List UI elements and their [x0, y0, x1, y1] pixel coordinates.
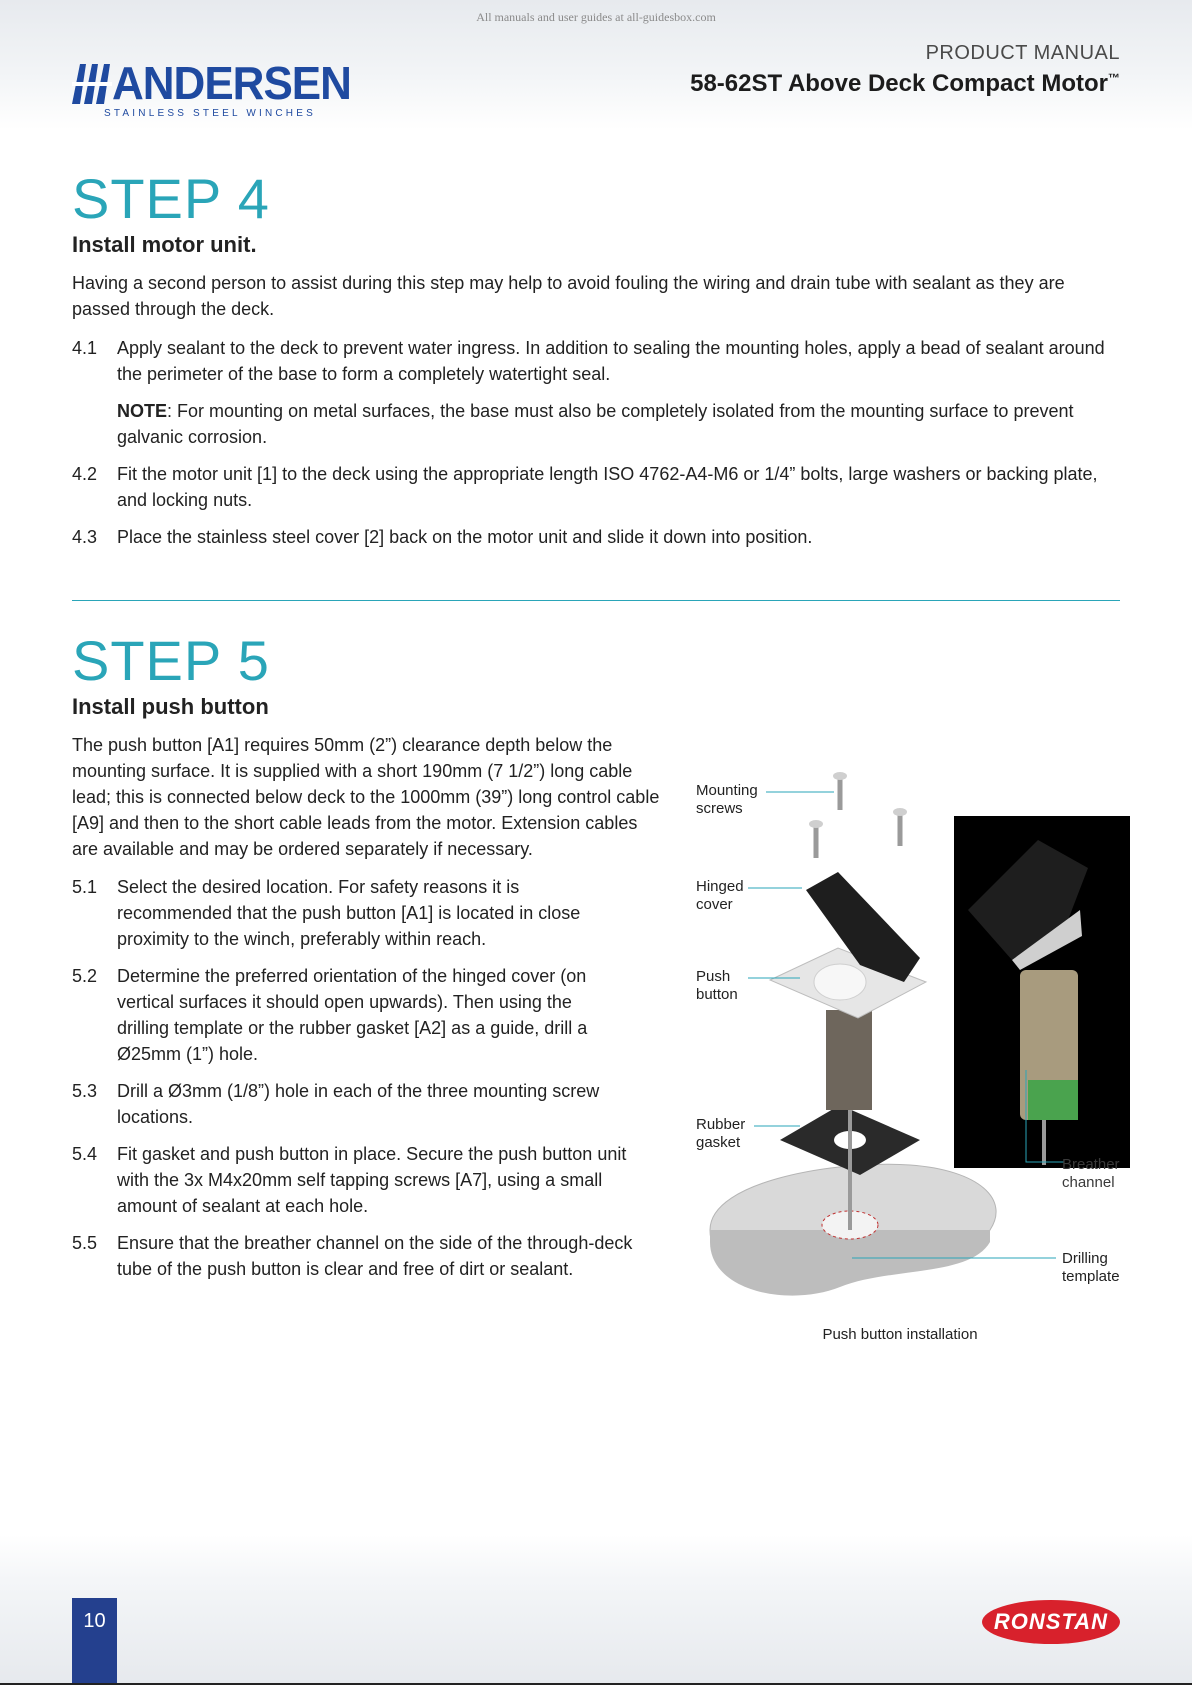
andersen-logo — [72, 56, 351, 120]
callout-rubber-gasket — [696, 1116, 745, 1152]
step5-heading: STEP 5 — [72, 629, 270, 692]
step5-item — [72, 1230, 672, 1282]
step5-intro: The push button [A1] requires 50mm (2”) clearance depth below the mounting surface. It is supplied with a short 190mm (7 1/2”) long cable lead; this is connected below deck to the 1000mm (39”) long control cable [A9] and then to the short cable leads from the motor. Extension cables are available and may be ordered separately if necessary. — [72, 735, 660, 859]
page-number: 10 — [83, 1610, 106, 1632]
logo-wordmark: ANDERSEN — [112, 58, 351, 110]
callout-breather-channel — [1062, 1156, 1120, 1192]
step5-item — [72, 874, 667, 952]
item-text: Select the desired location. For safety reasons it is recommended that the push button [A1] is located in close proximity to the winch, preferably within reach. — [117, 877, 581, 949]
step4-subtitle: Install motor unit. — [72, 232, 257, 257]
item-text: Drill a Ø3mm (1/8”) hole in each of the three mounting screw locations. — [117, 1081, 600, 1127]
doc-type: PRODUCT MANUAL — [925, 42, 1120, 64]
note-label: NOTE — [117, 401, 168, 421]
item-text: Place the stainless steel cover [2] back on the motor unit and slide it down into position. — [117, 527, 813, 547]
page-number-box — [72, 1598, 117, 1685]
item-number: 4.2 — [72, 464, 98, 484]
section-divider — [72, 600, 1120, 601]
step5-item — [72, 963, 667, 1067]
step4-note — [72, 398, 1120, 450]
ronstan-logo: RONSTAN — [982, 1600, 1120, 1644]
item-number: 4.1 — [72, 338, 98, 358]
callout-text: Rubber gasket — [696, 1116, 746, 1151]
doc-title — [690, 70, 1120, 98]
callout-text: Breather channel — [1062, 1156, 1120, 1191]
andersen-wave-icon — [72, 60, 112, 106]
mounting-screw-shapes — [809, 772, 907, 858]
watermark: All manuals and user guides at all-guidesbox.com — [476, 10, 716, 24]
item-text: Fit the motor unit [1] to the deck using the appropriate length ISO 4762-A4-M6 or 1/4” bolts, large washers or backing plate, and locking nuts. — [117, 464, 1098, 510]
step5-subtitle: Install push button — [72, 694, 269, 719]
doc-title-text: 58-62ST Above Deck Compact Motor — [690, 70, 1108, 97]
note-text: : For mounting on metal surfaces, the base must also be completely isolated from the mounting surface to prevent galvanic corrosion. — [117, 401, 1074, 447]
logo-tagline: STAINLESS STEEL WINCHES — [104, 108, 316, 119]
step4-item — [72, 461, 1120, 513]
callout-hinged-cover — [696, 878, 744, 914]
callout-text: Mounting screws — [696, 782, 758, 817]
step4-item — [72, 524, 1120, 550]
push-button-exploded-diagram — [690, 760, 1130, 1320]
item-text: Apply sealant to the deck to prevent water ingress. In addition to sealing the mounting holes, apply a bead of sealant around the perimeter of the base to form a completely watertight seal. — [117, 338, 1105, 384]
item-number: 5.4 — [72, 1144, 98, 1164]
callout-text: Hinged cover — [696, 878, 744, 913]
figure-caption: Push button installation — [822, 1326, 978, 1343]
through-deck-tube — [826, 1010, 872, 1110]
callout-drilling-template — [1062, 1250, 1120, 1286]
callout-text: Push button — [696, 968, 738, 1003]
item-number: 5.3 — [72, 1081, 98, 1101]
step5-item — [72, 1078, 667, 1130]
drilling-template-shape — [710, 1164, 996, 1295]
callout-text: Drilling template — [1062, 1250, 1120, 1285]
callout-push-button — [696, 968, 738, 1004]
callout-mounting-screws — [696, 782, 758, 818]
item-number: 4.3 — [72, 527, 98, 547]
step4-heading: STEP 4 — [72, 167, 270, 230]
item-number: 5.2 — [72, 966, 98, 986]
item-text: Ensure that the breather channel on the side of the through-deck tube of the push button is clear and free of dirt or sealant. — [117, 1233, 633, 1279]
item-text: Determine the preferred orientation of the hinged cover (on vertical surfaces it should open upwards). Then using the drilling template or the rubber gasket [A2] as a guide, drill a Ø25mm (1”) hole. — [117, 966, 588, 1064]
item-number: 5.5 — [72, 1233, 98, 1253]
step5-item — [72, 1141, 667, 1219]
item-number: 5.1 — [72, 877, 98, 897]
step4-item — [72, 335, 1120, 387]
trademark-mark: ™ — [1108, 71, 1120, 85]
item-text: Fit gasket and push button in place. Secure the push button unit with the 3x M4x20mm self tapping screws [A7], using a small amount of sealant at each hole. — [117, 1144, 627, 1216]
step4-intro: Having a second person to assist during this step may help to avoid fouling the wiring and drain tube with sealant as they are passed through the deck. — [72, 273, 1065, 319]
